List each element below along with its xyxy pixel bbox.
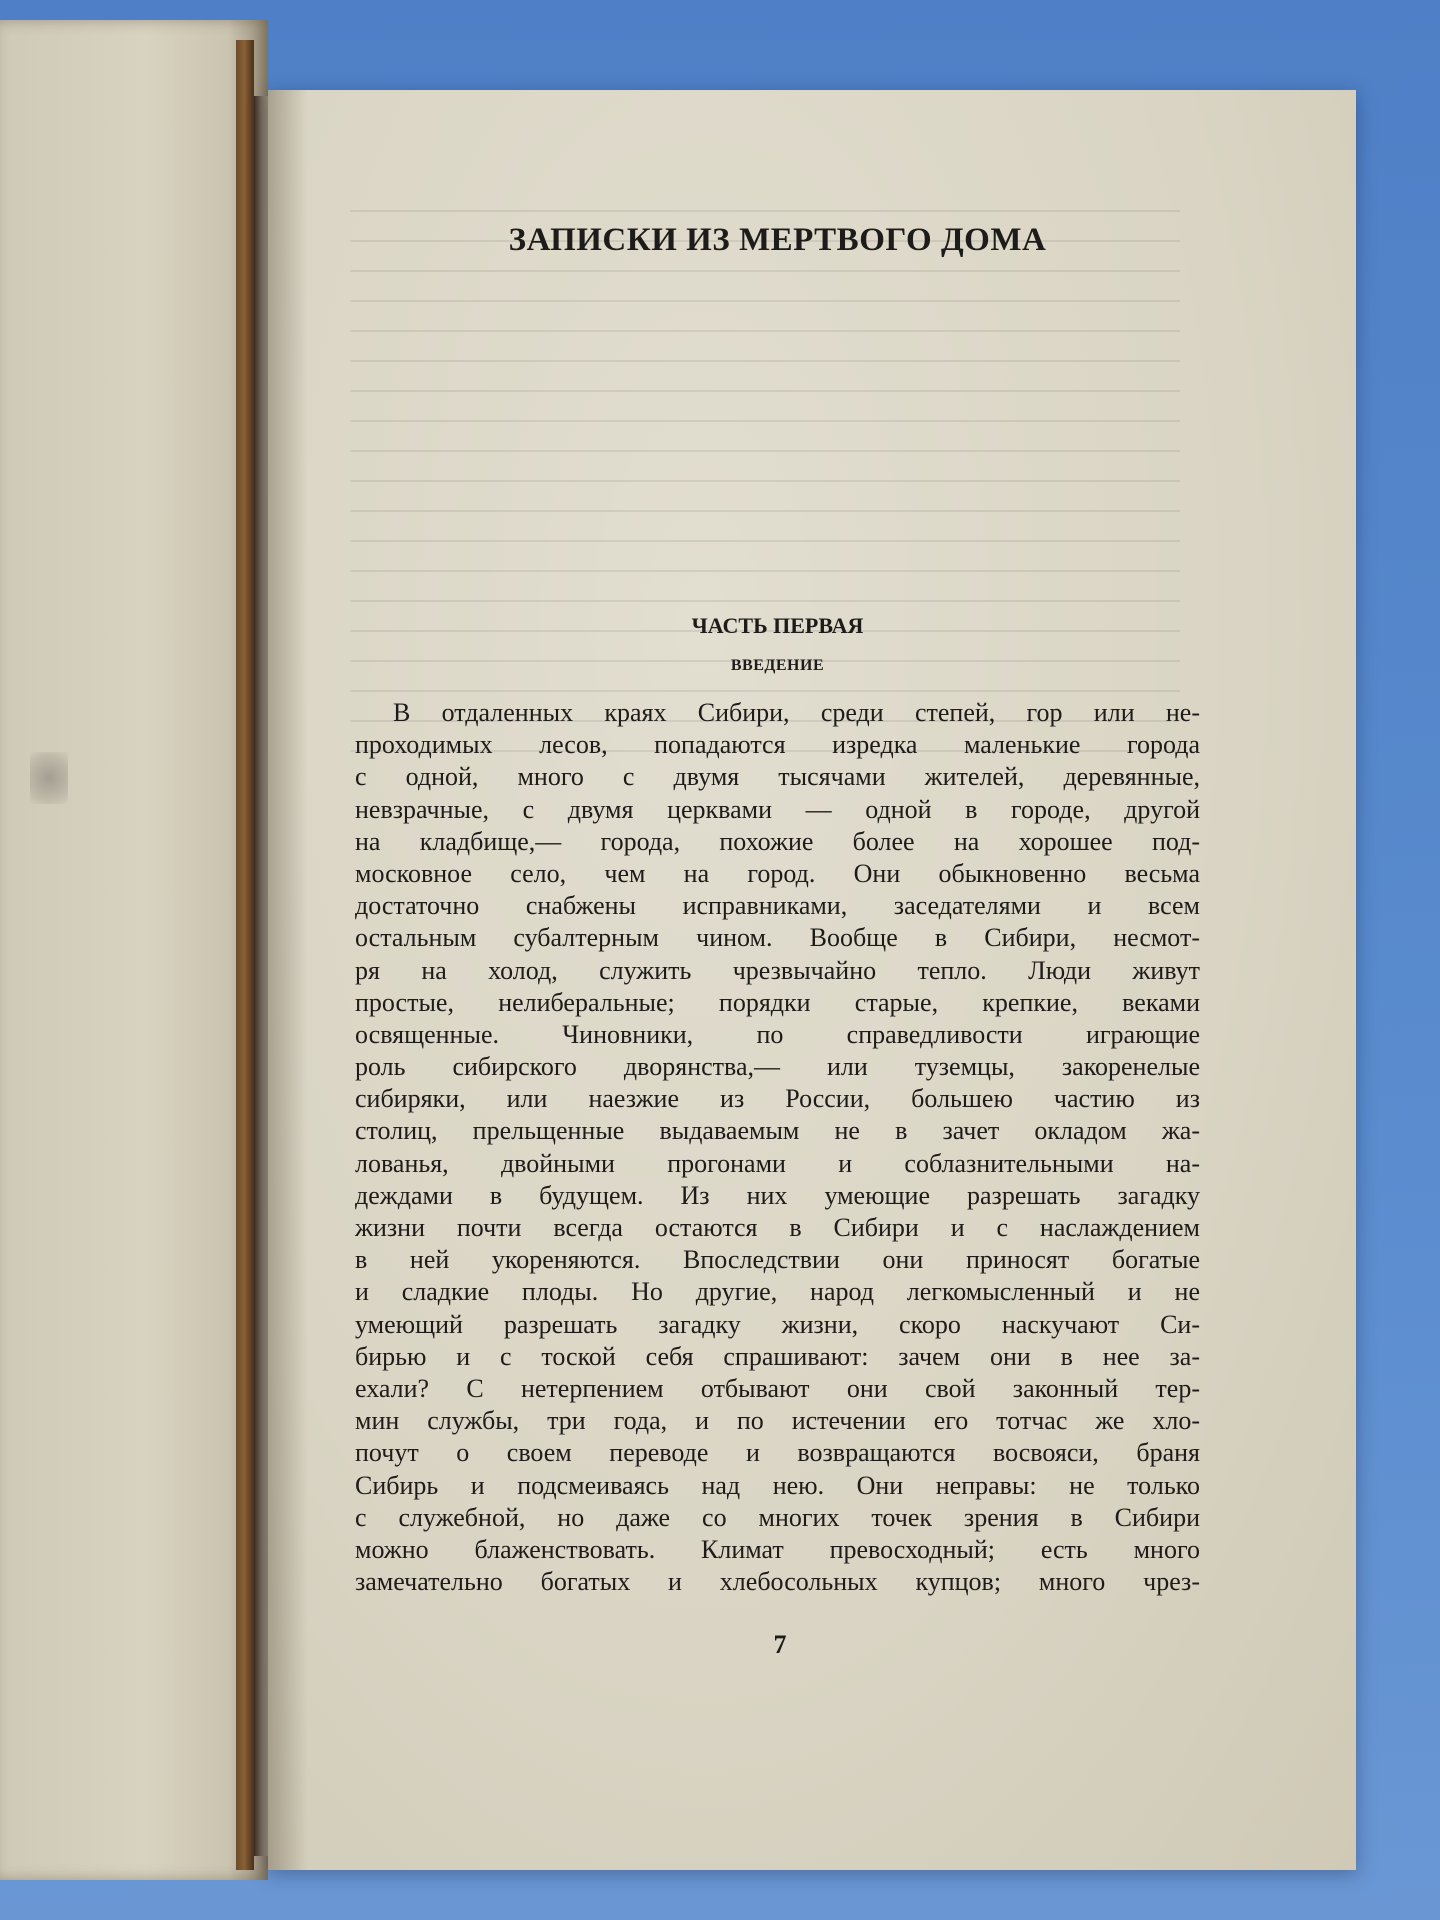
body-line: замечательно богатых и хлебосольных купцов; много чрез- (355, 1567, 1200, 1597)
body-line: лованья, двойными прогонами и соблазнительными на- (355, 1148, 1200, 1178)
left-page-mark (30, 752, 68, 804)
body-line: можно блаженствовать. Климат превосходный; есть много (355, 1534, 1200, 1564)
body-line: с одной, много с двумя тысячами жителей, деревянные, (355, 762, 1200, 792)
body-line: почут о своем переводе и возвращаются восвояси, браня (355, 1438, 1200, 1468)
body-line: в ней укореняются. Впоследствии они приносят богатые (355, 1245, 1200, 1275)
body-line: освященные. Чиновники, по справедливости играющие (355, 1019, 1200, 1049)
body-line: жизни почти всегда остаются в Сибири и с наслаждением (355, 1213, 1200, 1242)
body-line: проходимых лесов, попадаются изредка маленькие города (355, 730, 1200, 760)
body-line: В отдаленных краях Сибири, среди степей, гор или не- (393, 698, 1200, 727)
body-line: мин службы, три года, и по истечении его тотчас же хло- (355, 1406, 1200, 1436)
left-page (0, 20, 268, 1880)
body-line: московное село, чем на город. Они обыкновенно весьма (355, 858, 1200, 888)
body-line: сибиряки, или наезжие из России, большею частию из (355, 1084, 1200, 1114)
body-line: столиц, прельщенные выдаваемым не в зачет окладом жа- (355, 1116, 1200, 1146)
body-line: умеющий разрешать загадку жизни, скоро наскучают Си- (355, 1309, 1200, 1339)
body-line: с служебной, но даже со многих точек зрения в Сибири (355, 1502, 1200, 1532)
body-line: ря на холод, служить чрезвычайно тепло. Люди живут (355, 955, 1200, 985)
body-line: и сладкие плоды. Но другие, народ легкомысленный и не (355, 1277, 1200, 1307)
body-text (355, 697, 1200, 1598)
page-content (355, 200, 1200, 1598)
body-line: невзрачные, с двумя церквами — одной в городе, другой (355, 794, 1200, 824)
book-cover-edge (236, 40, 254, 1870)
body-line: на кладбище,— города, похожие более на хорошее под- (355, 826, 1200, 856)
body-line: простые, нелиберальные; порядки старые, крепкие, веками (355, 987, 1200, 1017)
body-line: ехали? С нетерпением отбывают они свой законный тер- (355, 1373, 1200, 1403)
page-gutter-shadow (268, 90, 308, 1870)
section-title: ВВЕДЕНИЕ (730, 657, 825, 674)
body-line: остальным субалтерным чином. Вообще в Сибири, несмот- (355, 923, 1200, 953)
book-title: ЗАПИСКИ ИЗ МЕРТВОГО ДОМА (508, 222, 1047, 258)
body-line: Сибирь и подсмеиваясь над нею. Они неправы: не только (355, 1470, 1200, 1500)
page-number: 7 (773, 1630, 787, 1659)
body-line: бирью и с тоской себя спрашивают: зачем они в нее за- (355, 1341, 1200, 1371)
body-line: роль сибирского дворянства,— или туземцы, закоренелые (355, 1052, 1200, 1082)
part-title: ЧАСТЬ ПЕРВАЯ (691, 613, 864, 638)
body-line: достаточно снабжены исправниками, заседателями и всем (355, 891, 1200, 921)
body-line: деждами в будущем. Из них умеющие разрешать загадку (355, 1180, 1200, 1210)
